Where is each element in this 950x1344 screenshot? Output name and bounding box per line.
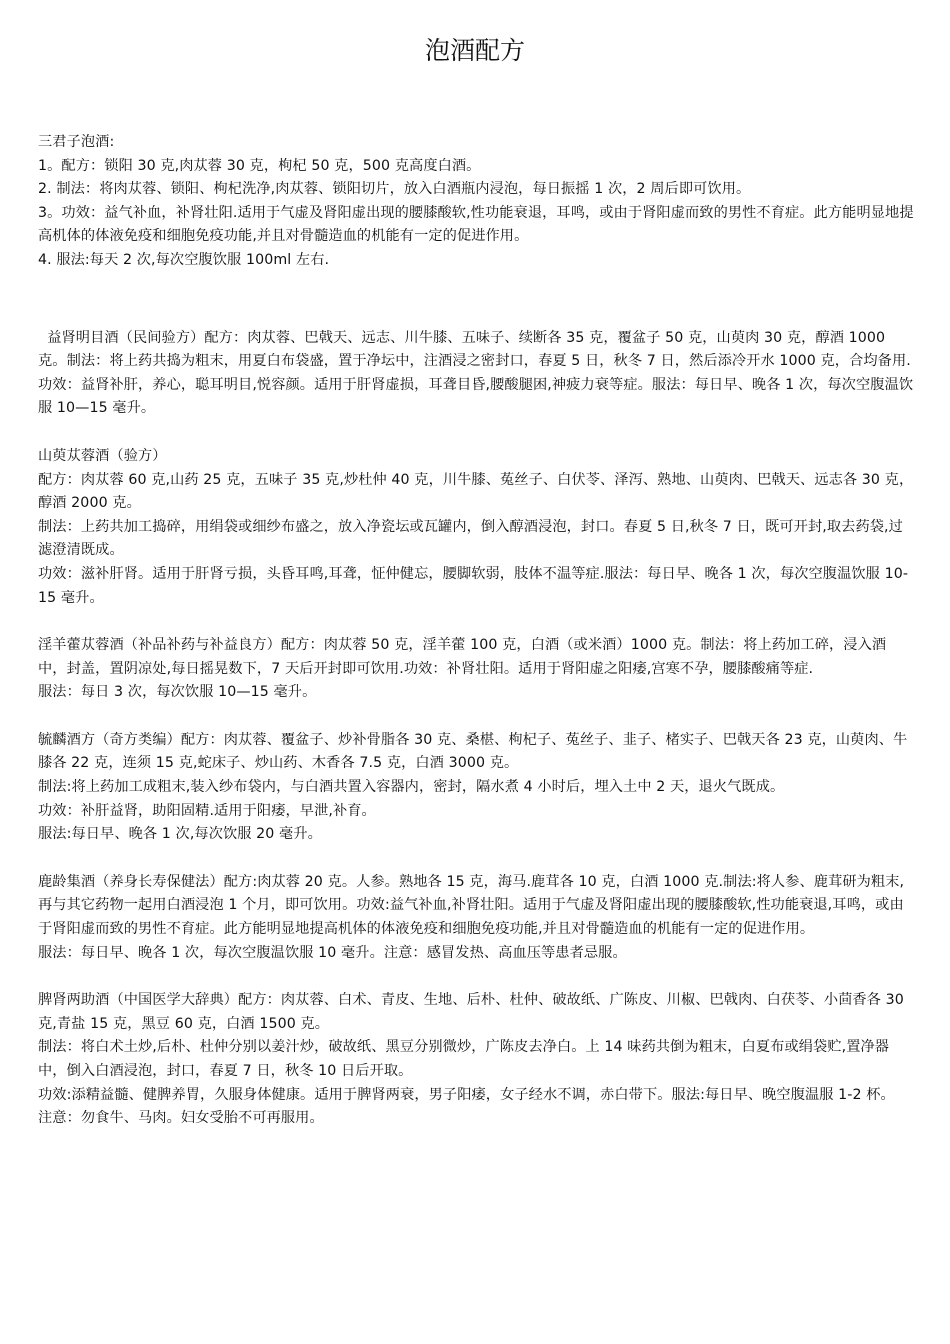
document-title: 泡酒配方 (424, 36, 525, 65)
recipe-sanjunzi (38, 131, 914, 273)
paragraph: 服法：每日 3 次，每次饮服 10—15 毫升。 (38, 684, 317, 701)
paragraph: 注意：勿食牛、马肉。妇女受胎不可再服用。 (38, 1110, 324, 1127)
paragraph: 制法：将白术土炒,后朴、杜仲分别以姜汁炒，破故纸、黑豆分别微炒，广陈皮去净白。上 14 味药共倒为粗末，白夏布或绢袋贮,置净器中，倒入白酒浸泡，封口，春夏 7 日，秋冬 10 日后开取。 (38, 1039, 890, 1079)
paragraph: 功效：补肝益肾，助阳固精.适用于阳痿，早泄,补育。 (38, 802, 376, 819)
paragraph: 功效：益肾补肝，养心，聪耳明目,悦容颜。适用于肝肾虚损，耳聋目昏,腰酸腿困,神疲力衰等症。服法：每日早、晚各 1 次，每次空腹温饮服 10—15 毫升。 (38, 376, 914, 417)
recipe-pishen-liangzhu (38, 989, 914, 1131)
paragraph: 2. 制法：将肉苁蓉、锁阳、枸杞洗净,肉苁蓉、锁阳切片，放入白酒瓶内浸泡，每日振摇 1 次，2 周后即可饮用。 (38, 181, 751, 198)
paragraph: 制法:将上药加工成粗末,装入纱布袋内，与白酒共置入容器内，密封，隔水煮 4 小时后，埋入土中 2 天，退火气既成。 (38, 779, 785, 796)
paragraph: 4. 服法:每天 2 次,每次空腹饮服 100ml 左右. (38, 251, 330, 268)
paragraph: 益肾明目酒（民间验方）配方：肉苁蓉、巴戟天、远志、川牛膝、五味子、续断各 35 克，覆盆子 50 克，山萸肉 30 克，醇酒 1000 克。制法：将上药共捣为粗末，用夏白布袋盛，置于净坛中，注酒浸之密封口，春夏 5 日，秋冬 7 日，然后添冷开水 1000 克，合均备用. (38, 329, 911, 370)
paragraph: 服法：每日早、晚各 1 次，每次空腹温饮服 10 毫升。注意：感冒发热、高血压等患者忌服。 (38, 944, 627, 961)
paragraph: 三君子泡酒: (38, 134, 115, 150)
paragraph: 脾肾两助酒（中国医学大辞典）配方：肉苁蓉、白术、青皮、生地、后朴、杜仲、破故纸、广陈皮、川椒、巴戟肉、白茯苓、小茴香各 30 克,青盐 15 克，黑豆 60 克，白酒 1500 克。 (38, 992, 904, 1032)
paragraph: 功效:添精益髓、健脾养胃，久服身体健康。适用于脾肾两衰，男子阳痿，女子经水不调，赤白带下。服法:每日早、晚空腹温服 1-2 杯。 (38, 1086, 895, 1103)
paragraph: 毓麟酒方（奇方类编）配方：肉苁蓉、覆盆子、炒补骨脂各 30 克、桑椹、枸杞子、菟丝子、韭子、楮实子、巴戟天各 23 克，山萸肉、牛膝各 22 克，连须 15 克,蛇床子、炒山药、木香各 7.5 克，白酒 3000 克。 (38, 731, 908, 772)
paragraph: 3。功效：益气补血，补肾壮阳.适用于气虚及肾阳虚出现的腰膝酸软,性功能衰退，耳鸣，或由于肾阳虚而致的男性不育症。此方能明显地提高机体的体液免疫和细胞免疫功能,并且对骨髓造血的机能有一定的促进作用。 (38, 204, 914, 245)
paragraph: 配方：肉苁蓉 60 克,山药 25 克，五味子 35 克,炒杜仲 40 克，川牛膝、菟丝子、白伏苓、泽泻、熟地、山萸肉、巴戟天、远志各 30 克，醇酒 2000 克。 (38, 471, 914, 512)
paragraph: 服法:每日早、晚各 1 次,每次饮服 20 毫升。 (38, 826, 322, 843)
paragraph: 鹿龄集酒（养身长寿保健法）配方:肉苁蓉 20 克。人参。熟地各 15 克，海马.鹿茸各 10 克，白酒 1000 克.制法:将人参、鹿茸研为粗末,再与其它药物一起用白酒浸泡 1 个月，即可饮用。功效:益气补血,补肾壮阳。适用于气虚及肾阳虚出现的腰膝酸软,性功能衰退,耳鸣，或由于肾阳虚而致的男性不育症。此方能明显地提高机体的体液免疫和细胞免疫功能,并且对骨髓造血的机能有一定的促进作用。 (38, 873, 905, 938)
recipe-shanyu-congrong (38, 445, 914, 610)
recipe-yulin (38, 729, 914, 847)
paragraph: 功效：滋补肝肾。适用于肝肾亏损，头昏耳鸣,耳聋，怔仲健忘，腰脚软弱，肢体不温等症.服法：每日早、晚各 1 次，每次空腹温饮服 10-15 毫升。 (38, 565, 909, 606)
paragraph: 山萸苁蓉酒（验方） (38, 447, 167, 464)
recipe-yishen-mingmu (38, 327, 914, 421)
paragraph: 制法：上药共加工捣碎，用绢袋或细纱布盛之，放入净瓷坛或瓦罐内，倒入醇酒浸泡，封口。春夏 5 日,秋冬 7 日，既可开封,取去药袋,过滤澄清既成。 (38, 518, 903, 559)
recipe-luling-ji (38, 871, 914, 965)
recipe-yinyanghuo-congrong (38, 634, 914, 705)
document-body (38, 131, 914, 1131)
paragraph: 1。配方：锁阳 30 克,肉苁蓉 30 克，枸杞 50 克，500 克高度白酒。 (38, 157, 481, 174)
paragraph: 淫羊藿苁蓉酒（补品补药与补益良方）配方：肉苁蓉 50 克，淫羊藿 100 克，白酒（或米酒）1000 克。制法：将上药加工碎，浸入酒中，封盖，置阴凉处,每日摇晃数下，7 天后开封即可饮用.功效：补肾壮阳。适用于肾阳虚之阳痿,宫寒不孕，腰膝酸痛等症. (38, 637, 887, 677)
